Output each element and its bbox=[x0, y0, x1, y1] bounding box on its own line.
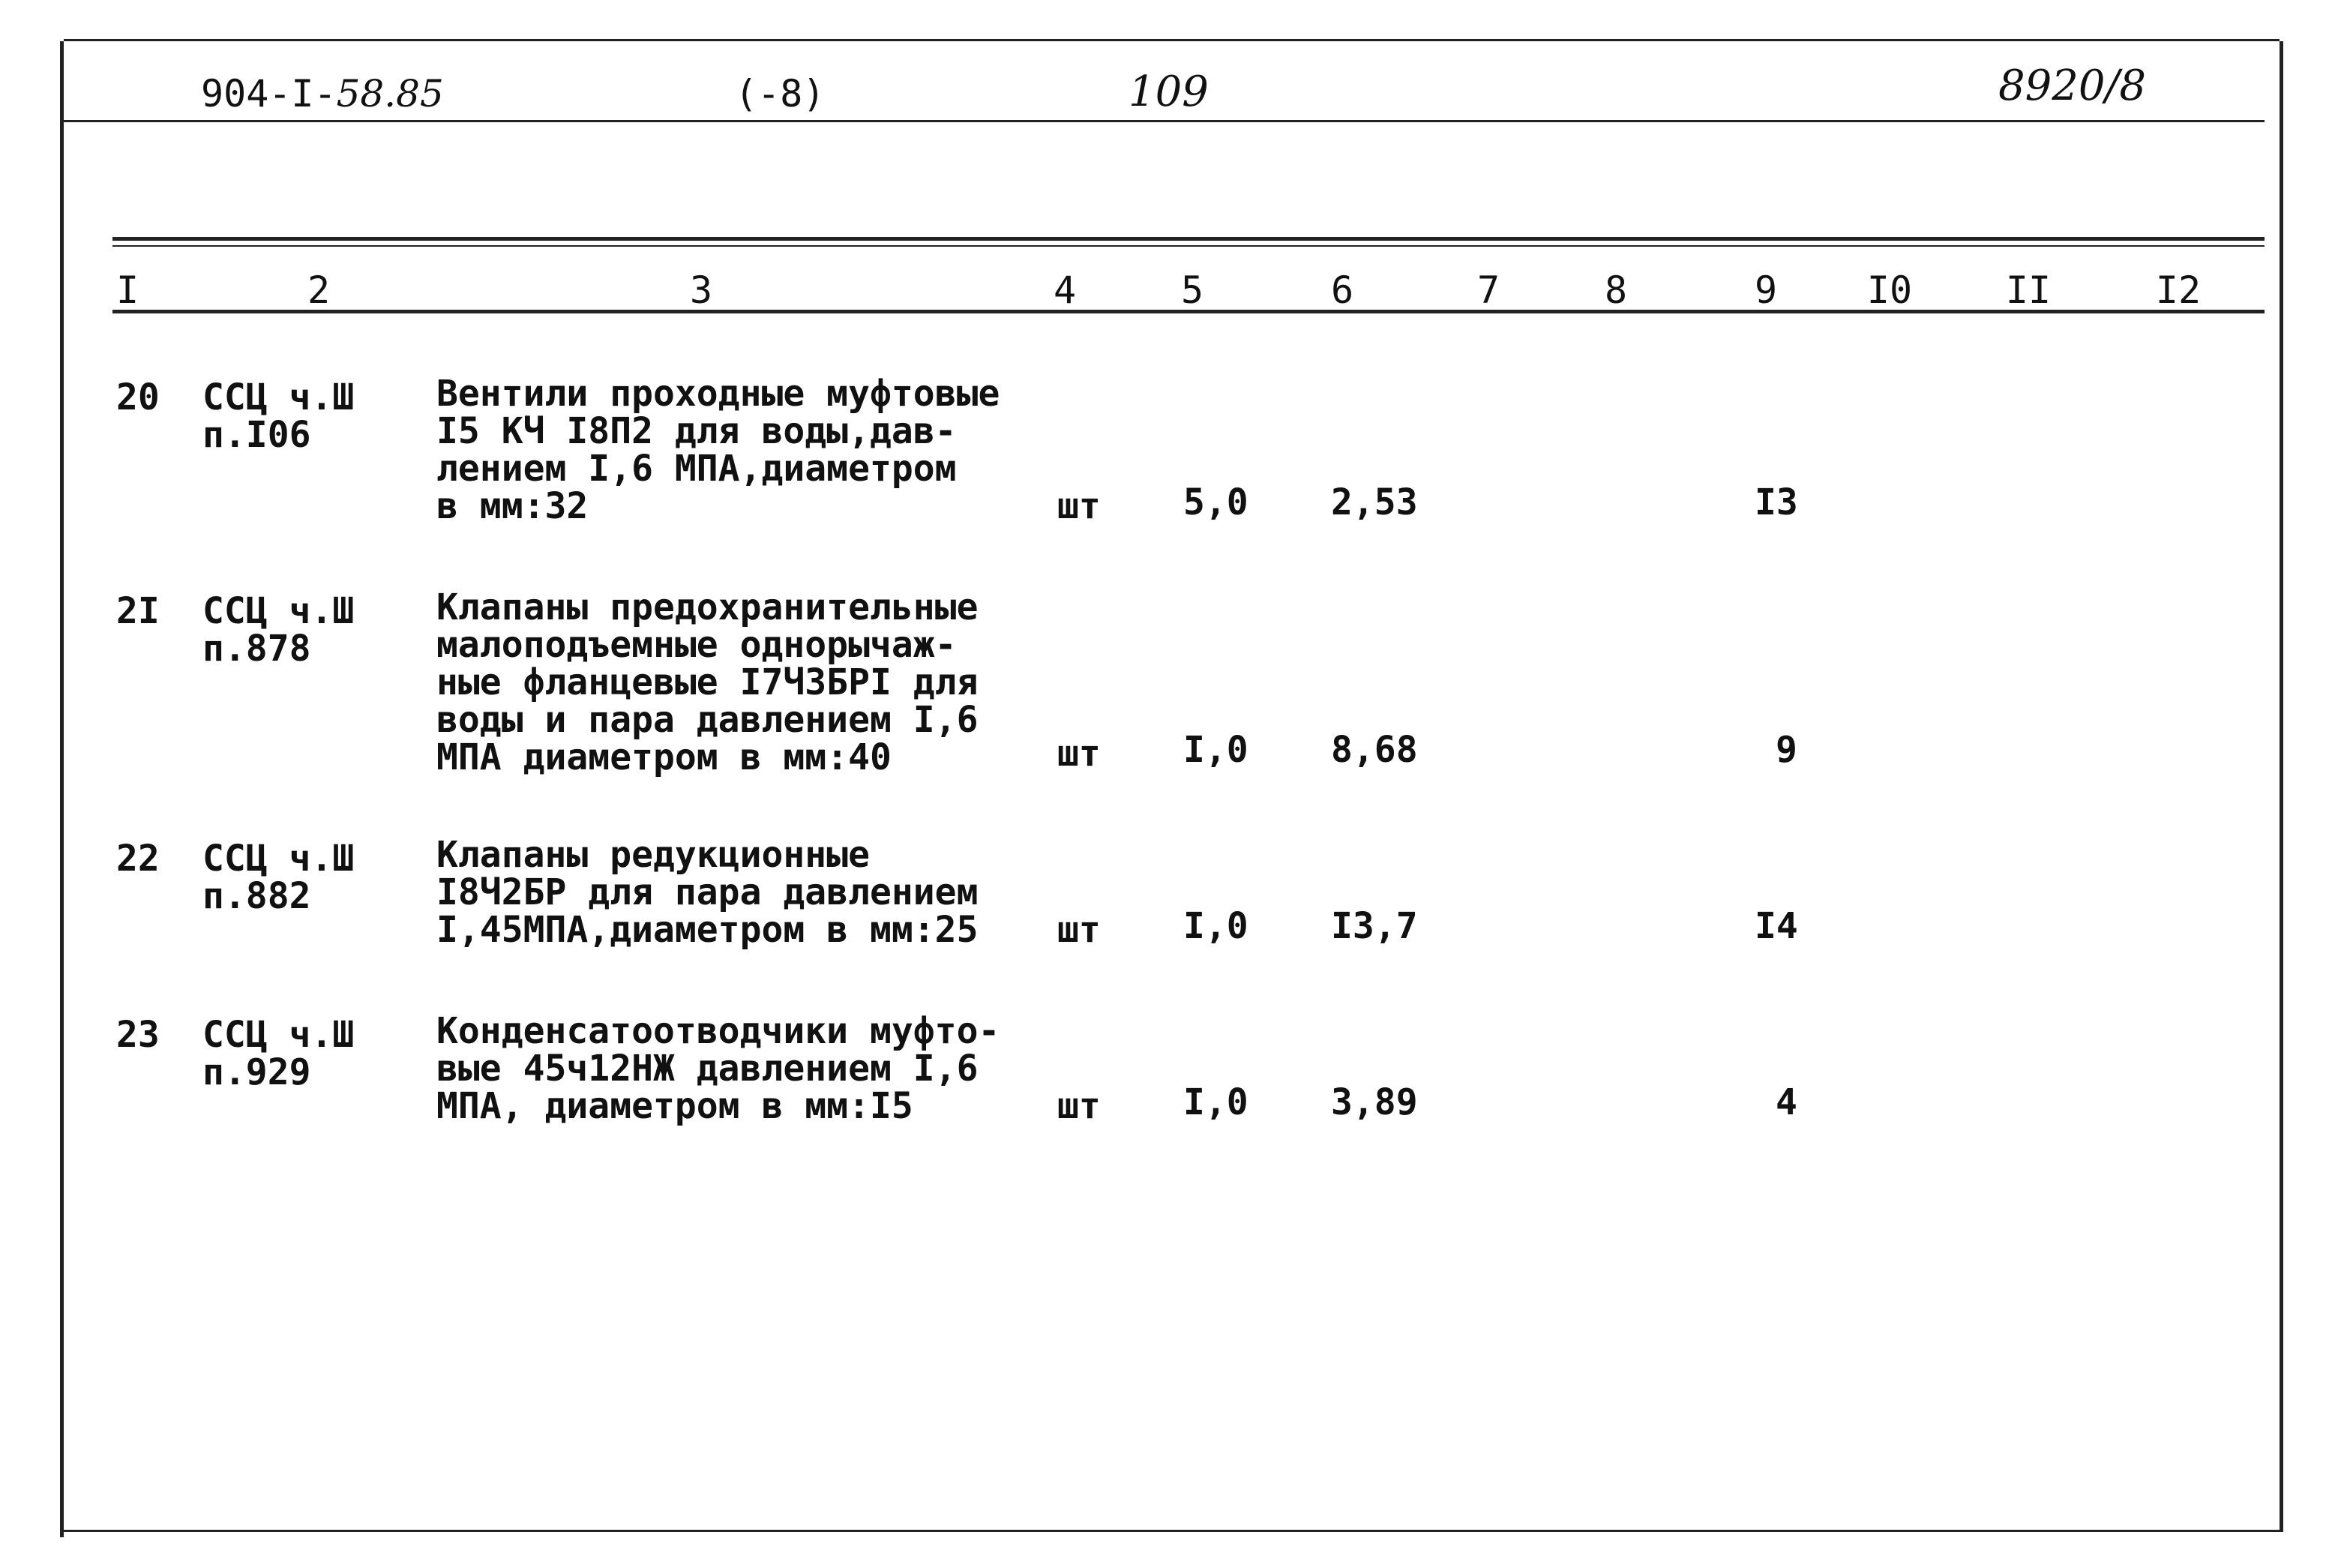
column-header-5: 5 bbox=[1180, 268, 1204, 312]
row-col9-value: I3 bbox=[1755, 481, 1798, 523]
reference-line: п.882 bbox=[202, 875, 311, 917]
row-reference bbox=[202, 1016, 354, 1091]
header-bottom-rule bbox=[64, 120, 2265, 122]
row-reference bbox=[202, 376, 355, 456]
description-line: МПА, диаметром в мм:I5 bbox=[436, 1085, 913, 1127]
row-quantity: I,0 bbox=[1183, 729, 1248, 771]
reference-line: ССЦ ч.Ш bbox=[202, 838, 355, 880]
column-header-10: I0 bbox=[1866, 268, 1913, 312]
row-unit: шт bbox=[1057, 909, 1101, 951]
table-top-rule-thick bbox=[112, 237, 2265, 241]
description-line: Вентили проходные муфтовые bbox=[436, 373, 1000, 415]
description-line: I5 КЧ I8П2 для воды,дав- bbox=[436, 410, 957, 452]
description-line: воды и пара давлением I,6 bbox=[436, 699, 979, 741]
row-quantity: I,0 bbox=[1183, 905, 1248, 947]
reference-line: п.I06 bbox=[202, 414, 311, 456]
doc-code-prefix: 904-I- bbox=[201, 72, 337, 115]
column-header-1: I bbox=[115, 268, 139, 312]
row-description bbox=[436, 836, 978, 949]
frame-right-border bbox=[2280, 41, 2283, 1530]
description-line: малоподъемные однорычаж- bbox=[436, 624, 957, 666]
description-line: в мм:32 bbox=[436, 485, 589, 527]
description-line: Конденсатоотводчики муфто- bbox=[436, 1010, 1000, 1052]
frame-bottom-border bbox=[64, 1530, 2283, 1532]
description-line: вые 45ч12НЖ давлением I,6 bbox=[436, 1048, 979, 1090]
row-unit: шт bbox=[1057, 485, 1101, 527]
page-number: 109 bbox=[1129, 67, 1209, 116]
row-price: 8,68 bbox=[1331, 729, 1418, 771]
row-index: 2I bbox=[116, 590, 160, 632]
row-price: 3,89 bbox=[1331, 1081, 1418, 1123]
description-line: I8Ч2БР для пара давлением bbox=[436, 871, 979, 913]
description-line: ные фланцевые I7Ч3БРI для bbox=[436, 661, 979, 703]
description-line: Клапаны предохранительные bbox=[436, 586, 979, 628]
description-line: МПА диаметром в мм:40 bbox=[436, 736, 892, 778]
row-col9-value: 4 bbox=[1776, 1081, 1797, 1123]
table-top-rule-thin bbox=[112, 245, 2265, 247]
description-line: лением I,6 МПА,диаметром bbox=[436, 448, 957, 490]
row-col9-value: 9 bbox=[1776, 729, 1797, 771]
reference-line: п.929 bbox=[202, 1051, 311, 1093]
column-header-9: 9 bbox=[1754, 268, 1778, 312]
column-header-12: I2 bbox=[2155, 268, 2202, 312]
reference-line: ССЦ ч.Ш bbox=[202, 1014, 355, 1056]
column-header-6: 6 bbox=[1330, 268, 1354, 312]
column-header-4: 4 bbox=[1053, 268, 1077, 312]
row-index: 20 bbox=[116, 376, 160, 418]
row-price: 2,53 bbox=[1331, 481, 1418, 523]
sheet-marker: (-8) bbox=[735, 72, 826, 115]
row-description bbox=[436, 586, 979, 778]
frame-left-border bbox=[60, 41, 64, 1537]
doc-code-suffix: 58.85 bbox=[336, 72, 444, 115]
row-reference bbox=[202, 840, 354, 915]
column-header-3: 3 bbox=[689, 268, 713, 312]
row-description bbox=[436, 1012, 1000, 1125]
row-description bbox=[436, 375, 1000, 525]
row-reference bbox=[202, 590, 355, 670]
row-price: I3,7 bbox=[1331, 905, 1418, 947]
archive-number: 8920/8 bbox=[1998, 61, 2147, 110]
row-index: 22 bbox=[116, 838, 160, 880]
row-unit: шт bbox=[1057, 1085, 1101, 1127]
reference-line: п.878 bbox=[202, 628, 311, 670]
reference-line: ССЦ ч.Ш bbox=[202, 590, 355, 632]
column-header-11: II bbox=[2005, 268, 2052, 312]
column-header-7: 7 bbox=[1476, 268, 1500, 312]
reference-line: ССЦ ч.Ш bbox=[202, 376, 355, 418]
column-header-2: 2 bbox=[307, 268, 331, 312]
header-top-rule bbox=[64, 39, 2280, 41]
doc-code bbox=[201, 72, 444, 115]
description-line: I,45МПА,диаметром в мм:25 bbox=[436, 909, 979, 951]
row-quantity: I,0 bbox=[1183, 1081, 1248, 1123]
row-index: 23 bbox=[116, 1014, 160, 1056]
column-header-8: 8 bbox=[1604, 268, 1628, 312]
row-unit: шт bbox=[1057, 733, 1101, 775]
description-line: Клапаны редукционные bbox=[436, 834, 870, 876]
row-col9-value: I4 bbox=[1755, 905, 1798, 947]
row-quantity: 5,0 bbox=[1183, 481, 1248, 523]
